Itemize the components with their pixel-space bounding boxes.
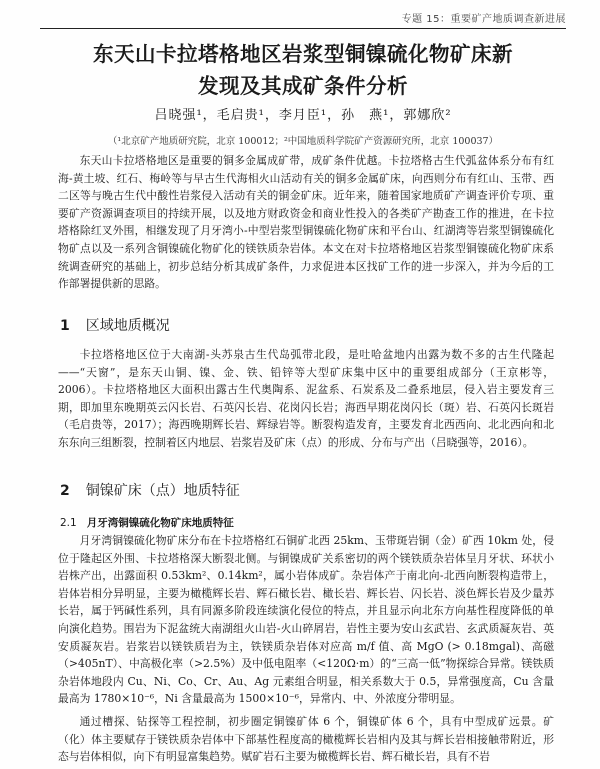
- subsection-number: 2.1: [60, 517, 77, 529]
- subsection-heading-2-1: [60, 515, 234, 530]
- abstract-paragraph: 东天山卡拉塔格地区是重要的铜多金属成矿带，成矿条件优越。卡拉塔格古生代弧盆体系分布有红海-黄土坡、红石、梅岭等与早古生代海相火山活动有关的铜多金属矿床，向西则分布有红山、玉带、西二区等与晚古生代中酸性岩浆侵入活动有关的铜金矿床。近年来，随着国家地质矿产调查评价专项、重要矿产资源调查项目的持续开展，以及地方财政资金和商业性投入的各类矿产勘查工作的推进，在卡拉塔格除红叉外围，相继发现了月牙湾小-中型岩浆型铜镍硫化物矿床和平台山、红湖湾等岩浆型铜镍硫化物矿点以及一系列含铜镍硫化物矿化的镁铁质杂岩体。本文在对卡拉塔格地区岩浆型铜镍硫化物矿床系统调查研究的基础上，初步总结分析其成矿条件，力求促进本区找矿工作的进一步深入，并为今后的工作部署提供新的思路。: [58, 154, 554, 291]
- section-2-1-paragraph: 月牙湾铜镍硫化物矿床分布在卡拉塔格红石铜矿北西 25km、玉带斑岩铜（金）矿西 10km 处，侵位于隆起区外围、卡拉塔格深大断裂北侧。与铜镍成矿关系密切的两个镁铁质杂岩体呈月牙状、环状小岩株产出，出露面积 0.53km²、0.14km²，属小岩体成矿。杂岩体产于南北向-北西向断裂构造带上，岩体岩相分异明显，主要为橄榄辉长岩、辉石橄长岩、橄长岩、辉长岩、闪长岩、淡色辉长岩及少量苏长岩，属于钙碱性系列，具有同源多阶段连续演化侵位的特点，并且显示向北东方向基性程度降低的单向演化趋势。围岩为下泥盆统大南湖组火山岩-火山碎屑岩，岩性主要为安山玄武岩、玄武质凝灰岩、英安质凝灰岩。岩浆岩以镁铁质岩为主，铁镁质杂岩体对应高 m/f 值、高 MgO (> 0.18mgal)、高磁（>405nT）、中高极化率（>2.5%）及中低电阻率（<120Ω·m）的“三高一低”物探综合异常。镁铁质杂岩体地段内 Cu、Ni、Co、Cr、Au、Ag 元素组合明显，相关系数大于 0.5，异常强度高，Cu 含量最高为 1780×10⁻⁶，Ni 含量最高为 1500×10⁻⁶，异常内、中、外浓度分带明显。: [58, 534, 554, 706]
- title-line-1: 东天山卡拉塔格地区岩浆型铜镍硫化物矿床新: [93, 42, 513, 66]
- section-title: 铜镍矿床（点）地质特征: [85, 483, 240, 499]
- section-1-paragraph: 卡拉塔格地区位于大南湖-头苏泉古生代岛弧带北段，是吐哈盆地内出露为数不多的古生代隆起——“天窗”，是东天山铜、镍、金、铁、铅锌等大型矿床集中区中的重要组成部分（王京彬等，2006）。卡拉塔格地区大面积出露古生代奥陶系、泥盆系、石炭系及二叠系地层，侵入岩主要发育三期，即加里东晚期英云闪长岩、石英闪长岩、花岗闪长岩；海西早期花岗闪长（斑）岩、石英闪长斑岩（毛启贵等，2017）；海西晚期辉长岩、辉绿岩等。断裂构造发育，主要发育北西西向、北北西向和北东东向三组断裂，控制着区内地层、岩浆岩及矿床（点）的形成、分布与产出（吕晓强等，2016）。: [58, 348, 554, 449]
- running-header: 专题 15：重要矿产地质调查新进展: [401, 14, 566, 25]
- author-list: 吕晓强¹，毛启贵¹，李月臣¹，孙 燕¹，郭娜欣²: [154, 108, 452, 123]
- section-2-1-paragraph-2: 通过槽探、钻探等工程控制，初步圈定铜镍矿体 6 个，铜镍矿体 6 个，具有中型成矿远景。矿（化）体主要赋存于镁铁质杂岩体中下部基性程度高的橄榄辉长岩相内及其与辉长岩相接触带附近，形态与岩体相似，向下有明显富集趋势。赋矿岩石主要为橄榄辉长岩、辉石橄长岩，具有不岩: [58, 715, 554, 764]
- title-line-2: 发现及其成矿条件分析: [198, 74, 408, 98]
- affiliation: （¹北京矿产地质研究院，北京 100012；²中国地质科学院矿产资源研究所，北京 100037）: [107, 136, 499, 147]
- section-heading-1: [60, 315, 170, 335]
- section-number: 2: [60, 483, 70, 499]
- paper-title: [40, 38, 566, 102]
- section-title: 区域地质概况: [85, 318, 170, 334]
- section-heading-2: [60, 480, 240, 500]
- subsection-title: 月牙湾铜镍硫化物矿床地质特征: [86, 517, 234, 529]
- header-rule: [40, 28, 566, 29]
- section-number: 1: [60, 318, 70, 334]
